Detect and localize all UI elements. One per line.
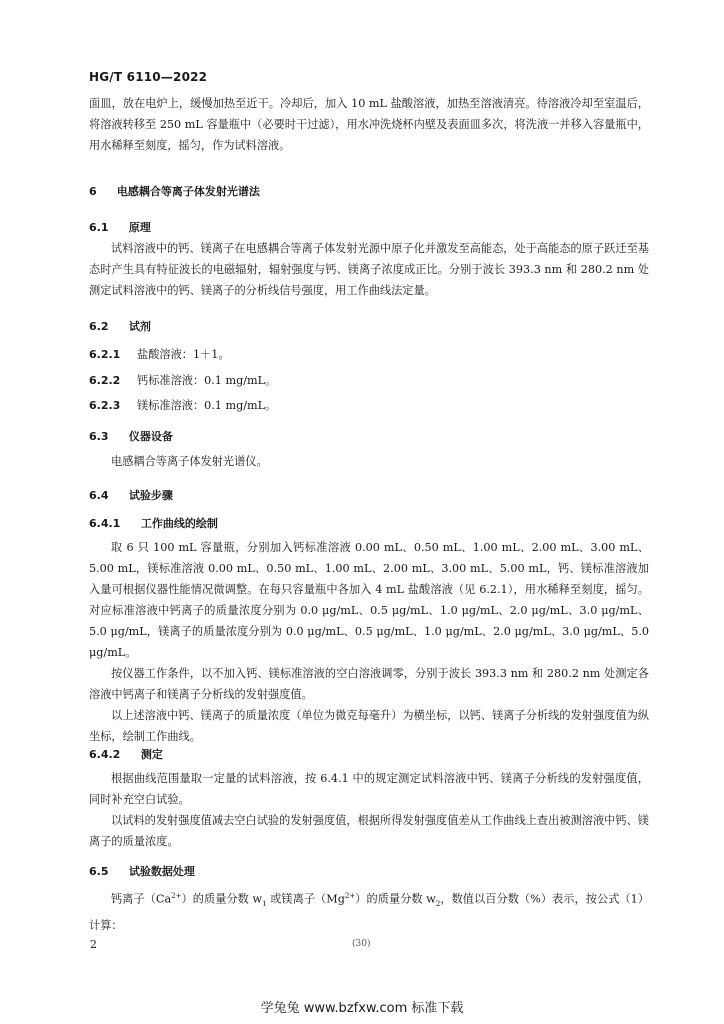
item-number: 6.2.1 [89, 348, 121, 361]
page-number: 2 [90, 938, 97, 951]
measurement-text-1: 根据曲线范围量取一定量的试料溶液，按 6.4.1 中的规定测定试料溶液中钙、镁离子分析线的发射强度值，同时补充空白试验。 [89, 772, 649, 806]
section-6-3-heading [89, 428, 173, 444]
page-mark: (30) [352, 939, 371, 949]
item-text: 盐酸溶液：1＋1。 [137, 348, 230, 361]
calibration-text-2: 按仪器工作条件，以不加入钙、镁标准溶液的空白溶液调零，分别于波长 393.3 nm 和 280.2 nm 处测定各溶液中钙离子和镁离子分析线的发射强度值。 [89, 667, 649, 701]
reagent-6-2-1 [89, 346, 230, 362]
section-title: 工作曲线的绘制 [140, 517, 218, 530]
section-title: 试剂 [128, 320, 151, 333]
instrument-paragraph [89, 451, 649, 472]
section-title: 电感耦合等离子体发射光谱法 [116, 185, 260, 198]
principle-paragraph [89, 238, 649, 301]
section-number: 6.4 [89, 489, 109, 502]
item-text: 钙标准溶液：0.1 mg/mL。 [137, 374, 277, 387]
section-6-1-heading [89, 219, 151, 235]
item-text: 镁标准溶液：0.1 mg/mL。 [137, 399, 277, 412]
intro-paragraph [89, 93, 649, 156]
section-6-4-heading [89, 487, 173, 503]
section-6-4-2-heading [89, 746, 163, 762]
data-processing-paragraph [89, 886, 649, 936]
section-title: 仪器设备 [128, 430, 173, 443]
measurement-text-2: 以试料的发射强度值减去空白试验的发射强度值，根据所得发射强度值差从工作曲线上查出被测溶液中钙、镁离子的质量浓度。 [89, 814, 649, 848]
section-number: 6 [89, 185, 97, 198]
section-number: 6.3 [89, 430, 109, 443]
item-number: 6.2.3 [89, 399, 121, 412]
reagent-6-2-3 [89, 397, 276, 413]
calibration-text-1: 取 6 只 100 mL 容量瓶，分别加入钙标准溶液 0.00 mL、0.50 mL、1.00 mL、2.00 mL、3.00 mL、5.00 mL，镁标准溶液 0.00 mL、0.50 mL、1.00 mL、2.00 mL、3.00 mL、5.00 mL，钙、镁标准溶液加入量可根据仪器性能情况微调整。在每只容量瓶中各加入 4 mL 盐酸溶液（见 6.2.1），用水稀释至刻度，摇匀。对应标准溶液中钙离子的质量浓度分别为 0.0 μg/mL、0.5 μg/mL、1.0 μg/mL、2.0 μg/mL、3.0 μg/mL、5.0 μg/mL，镁离子的质量浓度分别为 0.0 μg/mL、0.5 μg/mL、1.0 μg/mL、2.0 μg/mL、3.0 μg/mL、5.0 μg/mL。 [89, 541, 649, 659]
instrument-text: 电感耦合等离子体发射光谱仪。 [111, 455, 268, 468]
section-6-4-1-heading [89, 515, 218, 531]
site-footer[interactable]: 学兔兔 www.bzfxw.com 标准下载 [260, 1001, 464, 1016]
principle-text: 试料溶液中的钙、镁离子在电感耦合等离子体发射光源中原子化并激发至高能态，处于高能态的原子跃迁至基态时产生具有特征波长的电磁辐射，辐射强度与钙、镁离子浓度成正比。分别于波长 393.3 nm 和 280.2 nm 处测定试料溶液中的钙、镁离子的分析线信号强度，用工作曲线法定量。 [89, 242, 649, 297]
data-processing-text: 钙离子$(Ca^{2+})$的质量分数 $w_1$ 或镁离子$(Mg^{2+})$的质量分数 $w_2$，数值以百分数（%）表示，按公式（1）计算： [89, 892, 650, 932]
section-6-heading [89, 183, 260, 199]
section-number: 6.4.2 [89, 748, 121, 761]
intro-text: 面皿，放在电炉上，缓慢加热至近干。冷却后，加入 10 mL 盐酸溶液，加热至溶液清亮。待溶液冷却至室温后，将溶液转移至 250 mL 容量瓶中（必要时干过滤），用水冲洗烧杯内壁及表面皿多次，将洗液一并移入容量瓶中，用水稀释至刻度，摇匀，作为试料溶液。 [89, 97, 649, 152]
section-6-5-heading [89, 863, 195, 879]
calibration-text-3: 以上述溶液中钙、镁离子的质量浓度（单位为微克每毫升）为横坐标，以钙、镁离子分析线的发射强度值为纵坐标，绘制工作曲线。 [89, 709, 649, 743]
standard-number: HG/T 6110—2022 [89, 70, 208, 84]
section-number: 6.1 [89, 221, 109, 234]
section-number: 6.2 [89, 320, 109, 333]
reagent-6-2-2 [89, 372, 276, 388]
section-title: 测定 [140, 748, 163, 761]
section-number: 6.4.1 [89, 517, 121, 530]
section-title: 试验数据处理 [128, 865, 195, 878]
section-title: 试验步骤 [128, 489, 173, 502]
measurement-paragraphs [89, 768, 649, 852]
section-6-2-heading [89, 318, 151, 334]
section-title: 原理 [128, 221, 151, 234]
item-number: 6.2.2 [89, 374, 121, 387]
calibration-paragraphs [89, 537, 649, 747]
section-number: 6.5 [89, 865, 109, 878]
